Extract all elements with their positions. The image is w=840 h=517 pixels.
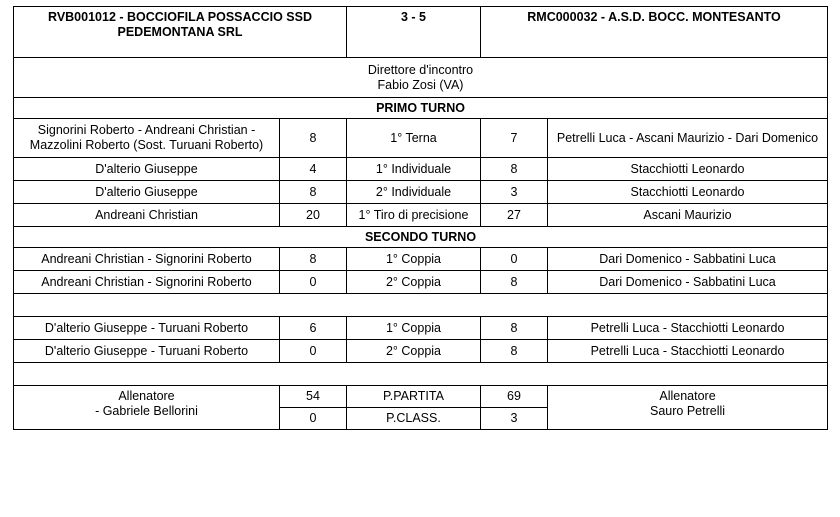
match-report	[13, 6, 828, 430]
away-players: Stacchiotti Leonardo	[548, 181, 828, 204]
primo-turno-title: PRIMO TURNO	[14, 98, 828, 119]
away-score: 8	[481, 340, 548, 363]
home-score: 4	[280, 158, 347, 181]
final-score: 3 - 5	[347, 7, 481, 58]
away-score: 0	[481, 248, 548, 271]
spacer-cell	[14, 294, 828, 317]
partita-home: 54	[280, 386, 347, 408]
away-score: 27	[481, 204, 548, 227]
away-players: Petrelli Luca - Stacchiotti Leonardo	[548, 317, 828, 340]
home-score: 0	[280, 340, 347, 363]
game-name: 2° Coppia	[347, 340, 481, 363]
home-coach-name: - Gabriele Bellorini	[95, 404, 198, 418]
away-coach-name: Sauro Petrelli	[649, 404, 726, 418]
home-score: 8	[280, 119, 347, 158]
home-score: 8	[280, 181, 347, 204]
home-players: Signorini Roberto - Andreani Christian - Mazzolini Roberto (Sost. Turuani Roberto)	[14, 119, 280, 158]
primo-turno-header	[14, 98, 828, 119]
home-players: Andreani Christian - Signorini Roberto	[14, 248, 280, 271]
game-name: 1° Tiro di precisione	[347, 204, 481, 227]
game-name: 2° Individuale	[347, 181, 481, 204]
away-players: Petrelli Luca - Ascani Maurizio - Dari Domenico	[548, 119, 828, 158]
home-players: D'alterio Giuseppe	[14, 158, 280, 181]
away-score: 3	[481, 181, 548, 204]
home-players: Andreani Christian - Signorini Roberto	[14, 271, 280, 294]
away-players: Stacchiotti Leonardo	[548, 158, 828, 181]
spacer-cell	[14, 363, 828, 386]
game-name: 2° Coppia	[347, 271, 481, 294]
game-row	[14, 317, 828, 340]
secondo-turno-title: SECONDO TURNO	[14, 227, 828, 248]
secondo-turno-header	[14, 227, 828, 248]
away-score: 8	[481, 158, 548, 181]
director-row	[14, 58, 828, 98]
class-label: P.CLASS.	[347, 408, 481, 430]
partita-away: 69	[481, 386, 548, 408]
game-row	[14, 271, 828, 294]
footer-row-partita	[14, 386, 828, 408]
game-name: 1° Individuale	[347, 158, 481, 181]
class-home: 0	[280, 408, 347, 430]
away-players: Dari Domenico - Sabbatini Luca	[548, 248, 828, 271]
partita-label: P.PARTITA	[347, 386, 481, 408]
away-score: 7	[481, 119, 548, 158]
away-score: 8	[481, 271, 548, 294]
home-team-name: RVB001012 - BOCCIOFILA POSSACCIO SSD PEDEMONTANA SRL	[14, 7, 347, 58]
game-row	[14, 158, 828, 181]
home-players: D'alterio Giuseppe - Turuani Roberto	[14, 317, 280, 340]
away-coach-cell	[548, 386, 828, 430]
spacer-row	[14, 363, 828, 386]
spacer-row	[14, 294, 828, 317]
away-score: 8	[481, 317, 548, 340]
game-name: 1° Terna	[347, 119, 481, 158]
director-label: Direttore d'incontro	[367, 62, 474, 77]
home-players: D'alterio Giuseppe	[14, 181, 280, 204]
home-score: 6	[280, 317, 347, 340]
game-row	[14, 204, 828, 227]
home-score: 8	[280, 248, 347, 271]
away-coach-label: Allenatore	[659, 389, 716, 403]
home-score: 20	[280, 204, 347, 227]
class-away: 3	[481, 408, 548, 430]
game-name: 1° Coppia	[347, 248, 481, 271]
director-name: Fabio Zosi (VA)	[377, 77, 464, 92]
home-players: D'alterio Giuseppe - Turuani Roberto	[14, 340, 280, 363]
game-row	[14, 119, 828, 158]
game-row	[14, 340, 828, 363]
away-players: Petrelli Luca - Stacchiotti Leonardo	[548, 340, 828, 363]
director-cell	[14, 58, 828, 98]
game-row	[14, 181, 828, 204]
header-row	[14, 7, 828, 58]
away-team-name: RMC000032 - A.S.D. BOCC. MONTESANTO	[481, 7, 828, 58]
away-players: Ascani Maurizio	[548, 204, 828, 227]
home-score: 0	[280, 271, 347, 294]
home-players: Andreani Christian	[14, 204, 280, 227]
home-coach-label: Allenatore	[118, 389, 175, 403]
match-table	[13, 6, 828, 430]
home-coach-cell	[14, 386, 280, 430]
game-row	[14, 248, 828, 271]
away-players: Dari Domenico - Sabbatini Luca	[548, 271, 828, 294]
game-name: 1° Coppia	[347, 317, 481, 340]
